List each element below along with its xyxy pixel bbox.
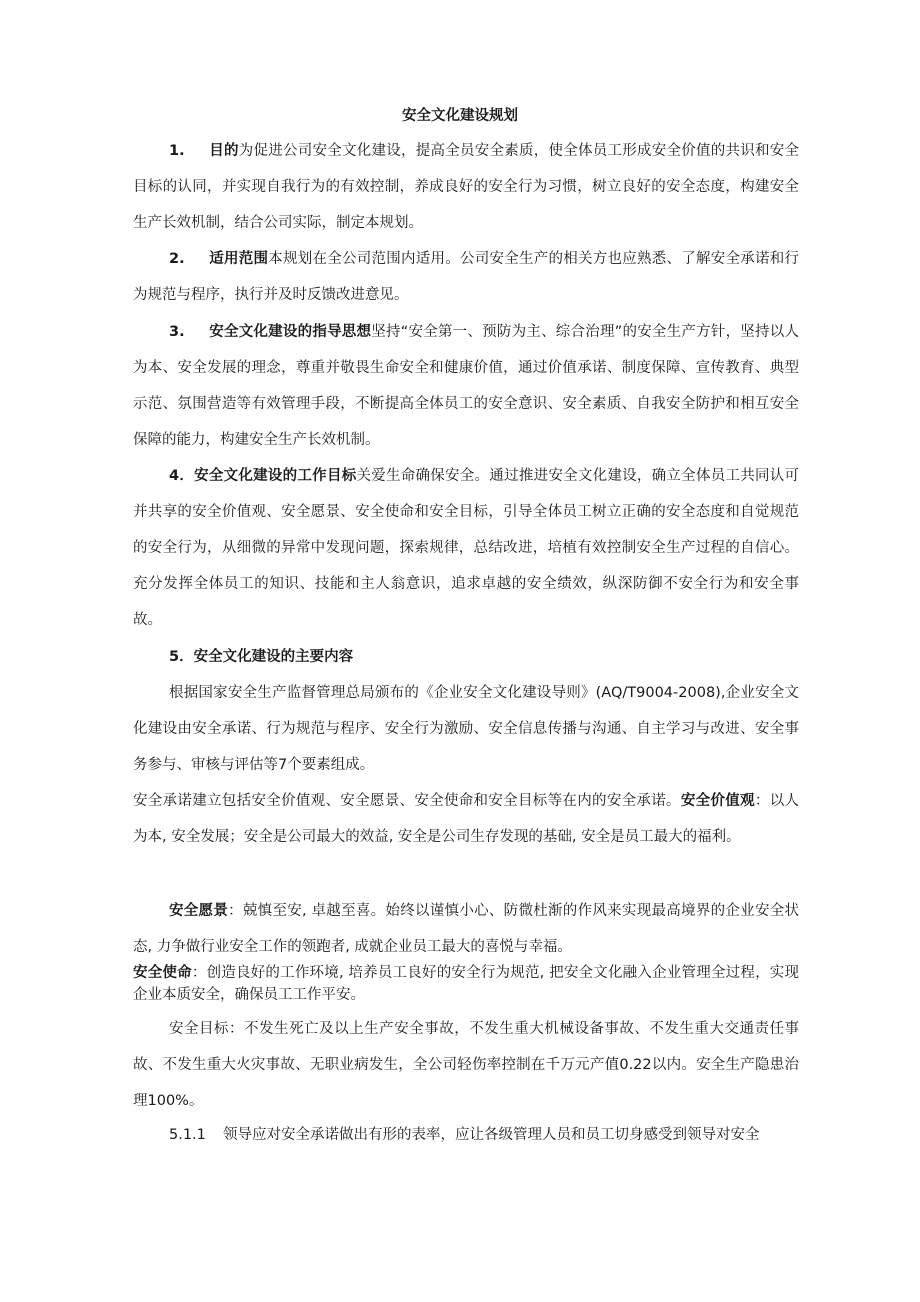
- section-text: 本规划在全公司范围内适用。公司安全生产的相关方也应熟悉、了解安全承诺和行为规范与程序，执行并及时反馈改进意见。: [133, 251, 799, 303]
- subsection-text: 领导应对安全承诺做出有形的表率，应让各级管理人员和员工切身感受到领导对安全: [223, 1127, 760, 1143]
- section-main-content: [133, 639, 799, 675]
- section-heading: 安全文化建设的指导思想: [209, 324, 372, 340]
- paragraph-text: ：兢慎至安, 卓越至喜。始终以谨慎小心、防微杜渐的作风来实现最高境界的企业安全状态, 力争做行业安全工作的领跑者, 成就企业员工最大的喜悦与幸福。: [133, 903, 799, 955]
- section-heading: 适用范围: [209, 251, 269, 267]
- paragraph-text: 安全目标：不发生死亡及以上生产安全事故，不发生重大机械设备事故、不发生重大交通责任事故、不发生重大火灾事故、无职业病发生，全公司轻伤率控制在千万元产值0.22以内。安全生产隐患治理100%。: [133, 1021, 799, 1109]
- section-number: 1.: [169, 143, 185, 159]
- paragraph-text-2: ：以人为本, 安全发展；安全是公司最大的效益, 安全是公司生存发现的基础, 安全是员工最大的福利。: [133, 793, 800, 845]
- paragraph-safety-targets: [133, 1011, 799, 1119]
- section-guiding-ideology: [133, 314, 799, 458]
- paragraph-heading: 安全愿景: [169, 903, 229, 919]
- section-heading: 4．安全文化建设的工作目标: [169, 468, 357, 484]
- section-purpose: [133, 133, 799, 241]
- section-text: 坚持“安全第一、预防为主、综合治理”的安全生产方针，坚持以人为本、安全发展的理念，尊重并敬畏生命安全和健康价值，通过价值承诺、制度保障、宣传教育、典型示范、氛围营造等有效管理手段，不断提高全体员工的安全意识、安全素质、自我安全防护和相互安全保障的能力，构建安全生产长效机制。: [133, 324, 800, 448]
- section-scope: [133, 241, 799, 313]
- paragraph-safety-commitment: [133, 783, 799, 855]
- paragraph-safety-vision: [133, 893, 799, 965]
- subsection-5-1-1: [133, 1117, 799, 1153]
- paragraph-text: 根据国家安全生产监督管理总局颁布的《企业安全文化建设导则》(AQ/T9004-2008),企业安全文化建设由安全承诺、行为规范与程序、安全行为激励、安全信息传播与沟通、自主学习与改进、安全事务参与、审核与评估等7个要素组成。: [133, 685, 799, 773]
- section-number: 3.: [169, 324, 185, 340]
- section-text: 为促进公司安全文化建设，提高全员安全素质，使全体员工形成安全价值的共识和安全目标的认同，并实现自我行为的有效控制，养成良好的安全行为习惯，树立良好的安全态度，构建安全生产长效机制，结合公司实际，制定本规划。: [133, 143, 799, 231]
- paragraph-guideline: [133, 675, 799, 783]
- paragraph-heading: 安全价值观: [680, 793, 755, 809]
- section-number: 2.: [169, 251, 185, 267]
- section-heading: 目的: [209, 143, 239, 159]
- section-heading: 5．安全文化建设的主要内容: [169, 649, 354, 665]
- paragraph-text: ：创造良好的工作环境, 培养员工良好的安全行为规范, 把安全文化融入企业管理全过程，实现企业本质安全，确保员工工作平安。: [133, 965, 800, 1003]
- paragraph-text: 安全承诺建立包括安全价值观、安全愿景、安全使命和安全目标等在内的安全承诺。: [133, 793, 681, 809]
- subsection-number: 5.1.1: [169, 1127, 206, 1143]
- paragraph-safety-mission: [133, 962, 799, 1006]
- document-title: 安全文化建设规划: [402, 108, 518, 124]
- section-text: 关爱生命确保安全。通过推进安全文化建设，确立全体员工共同认可并共享的安全价值观、安全愿景、安全使命和安全目标，引导全体员工树立正确的安全态度和自觉规范的安全行为，从细微的异常中发现问题，探索规律，总结改进，培植有效控制安全生产过程的自信心。充分发挥全体员工的知识、技能和主人翁意识，追求卓越的安全绩效，纵深防御不安全行为和安全事故。: [133, 468, 799, 628]
- section-goals: [133, 458, 799, 638]
- paragraph-heading: 安全使命: [133, 965, 192, 981]
